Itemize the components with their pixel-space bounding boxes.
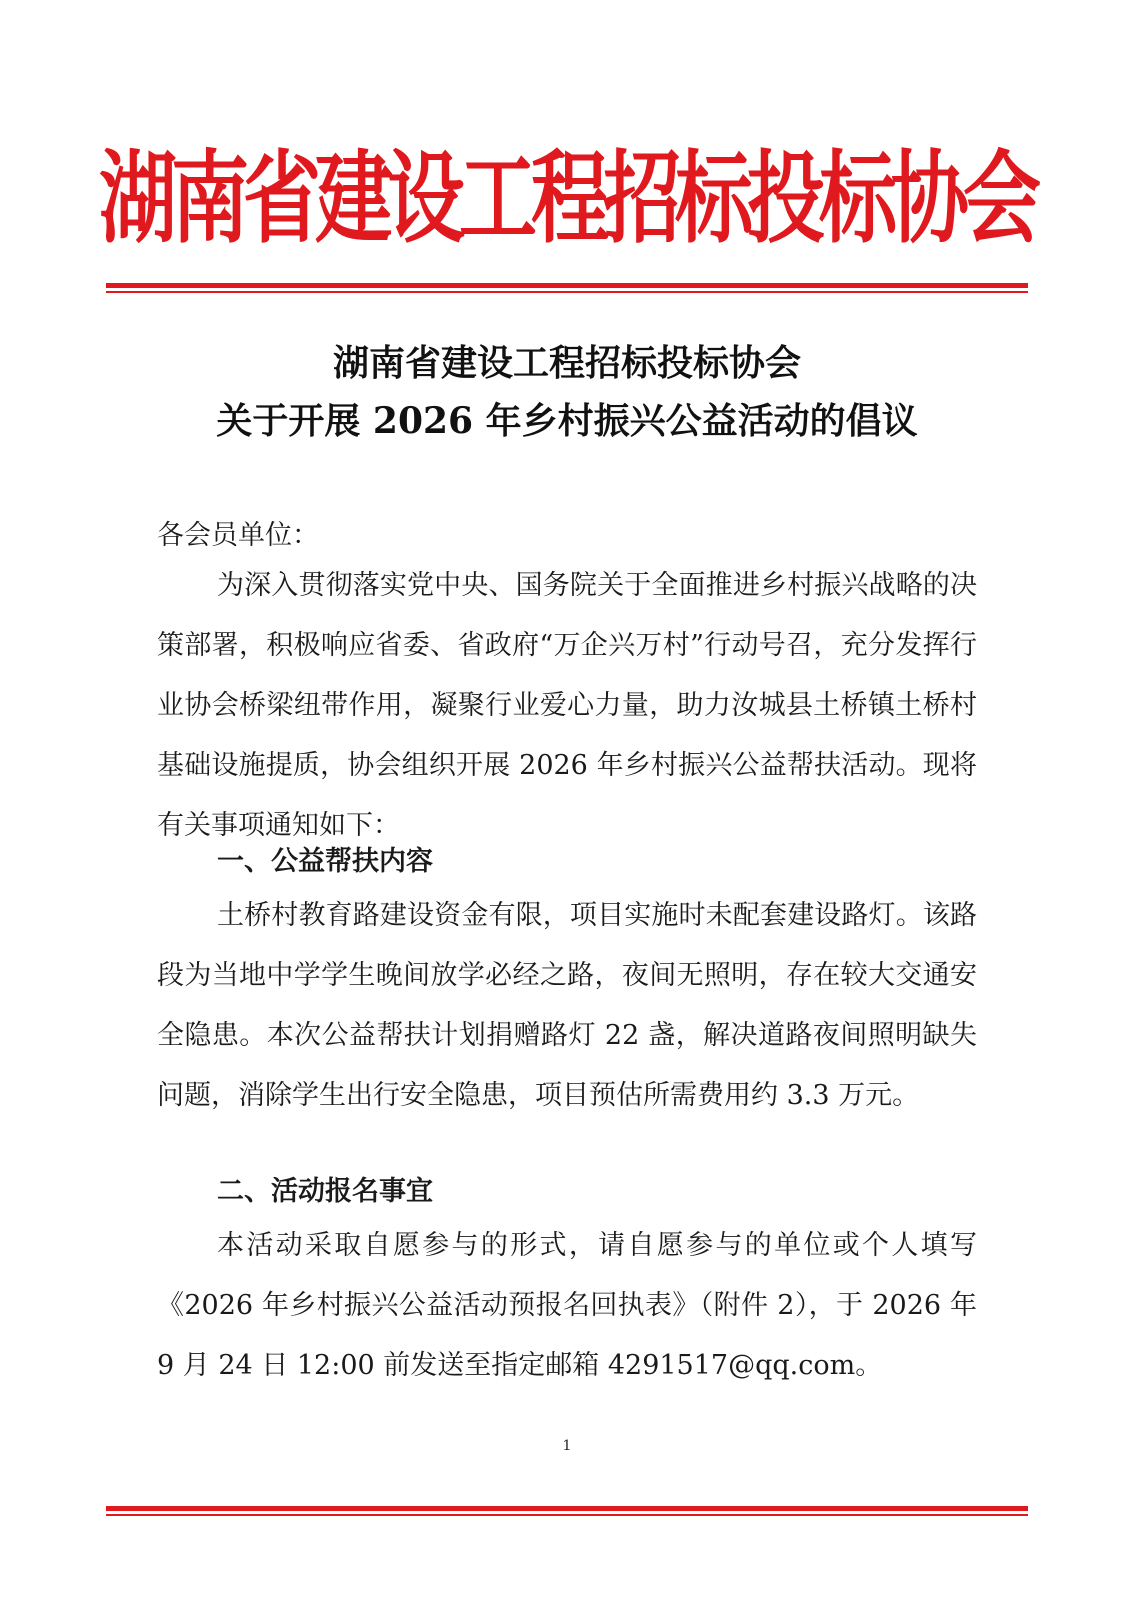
- footer-rule-thin: [106, 1514, 1028, 1516]
- footer-rule-thick: [106, 1506, 1028, 1511]
- red-rule-thin: [106, 291, 1028, 293]
- footer-red-rule: [106, 1506, 1028, 1516]
- section-2-heading: 二、活动报名事宜: [217, 1176, 433, 1207]
- page-number: 1: [562, 1438, 572, 1454]
- letterhead-red-rule: [106, 283, 1028, 293]
- section-1-heading: 一、公益帮扶内容: [217, 846, 433, 877]
- section-1-paragraph: 土桥村教育路建设资金有限，项目实施时未配套建设路灯。该路段为当地中学学生晚间放学必经之路，夜间无照明，存在较大交通安全隐患。本次公益帮扶计划捐赠路灯 22 盏，解决道路夜间照明缺失问题，消除学生出行安全隐患，项目预估所需费用约 3.3 万元。: [157, 900, 977, 1111]
- letterhead-org-name: 湖南省建设工程招标投标协会: [98, 142, 1035, 258]
- document-title-line-1: 湖南省建设工程招标投标协会: [332, 342, 801, 384]
- section-2-paragraph: 本活动采取自愿参与的形式，请自愿参与的单位或个人填写《2026 年乡村振兴公益活动预报名回执表》（附件 2），于 2026 年 9 月 24 日 12:00 前发送至指定邮箱 4291517@qq.com。: [157, 1230, 977, 1381]
- red-rule-thick: [106, 283, 1028, 288]
- salutation: 各会员单位：: [157, 520, 319, 551]
- intro-paragraph: 为深入贯彻落实党中央、国务院关于全面推进乡村振兴战略的决策部署，积极响应省委、省政府“万企兴万村”行动号召，充分发挥行业协会桥梁纽带作用，凝聚行业爱心力量，助力汝城县土桥镇土桥村基础设施提质，协会组织开展 2026 年乡村振兴公益帮扶活动。现将有关事项通知如下：: [157, 570, 977, 841]
- document-title-line-2: 关于开展 2026 年乡村振兴公益活动的倡议: [216, 400, 918, 442]
